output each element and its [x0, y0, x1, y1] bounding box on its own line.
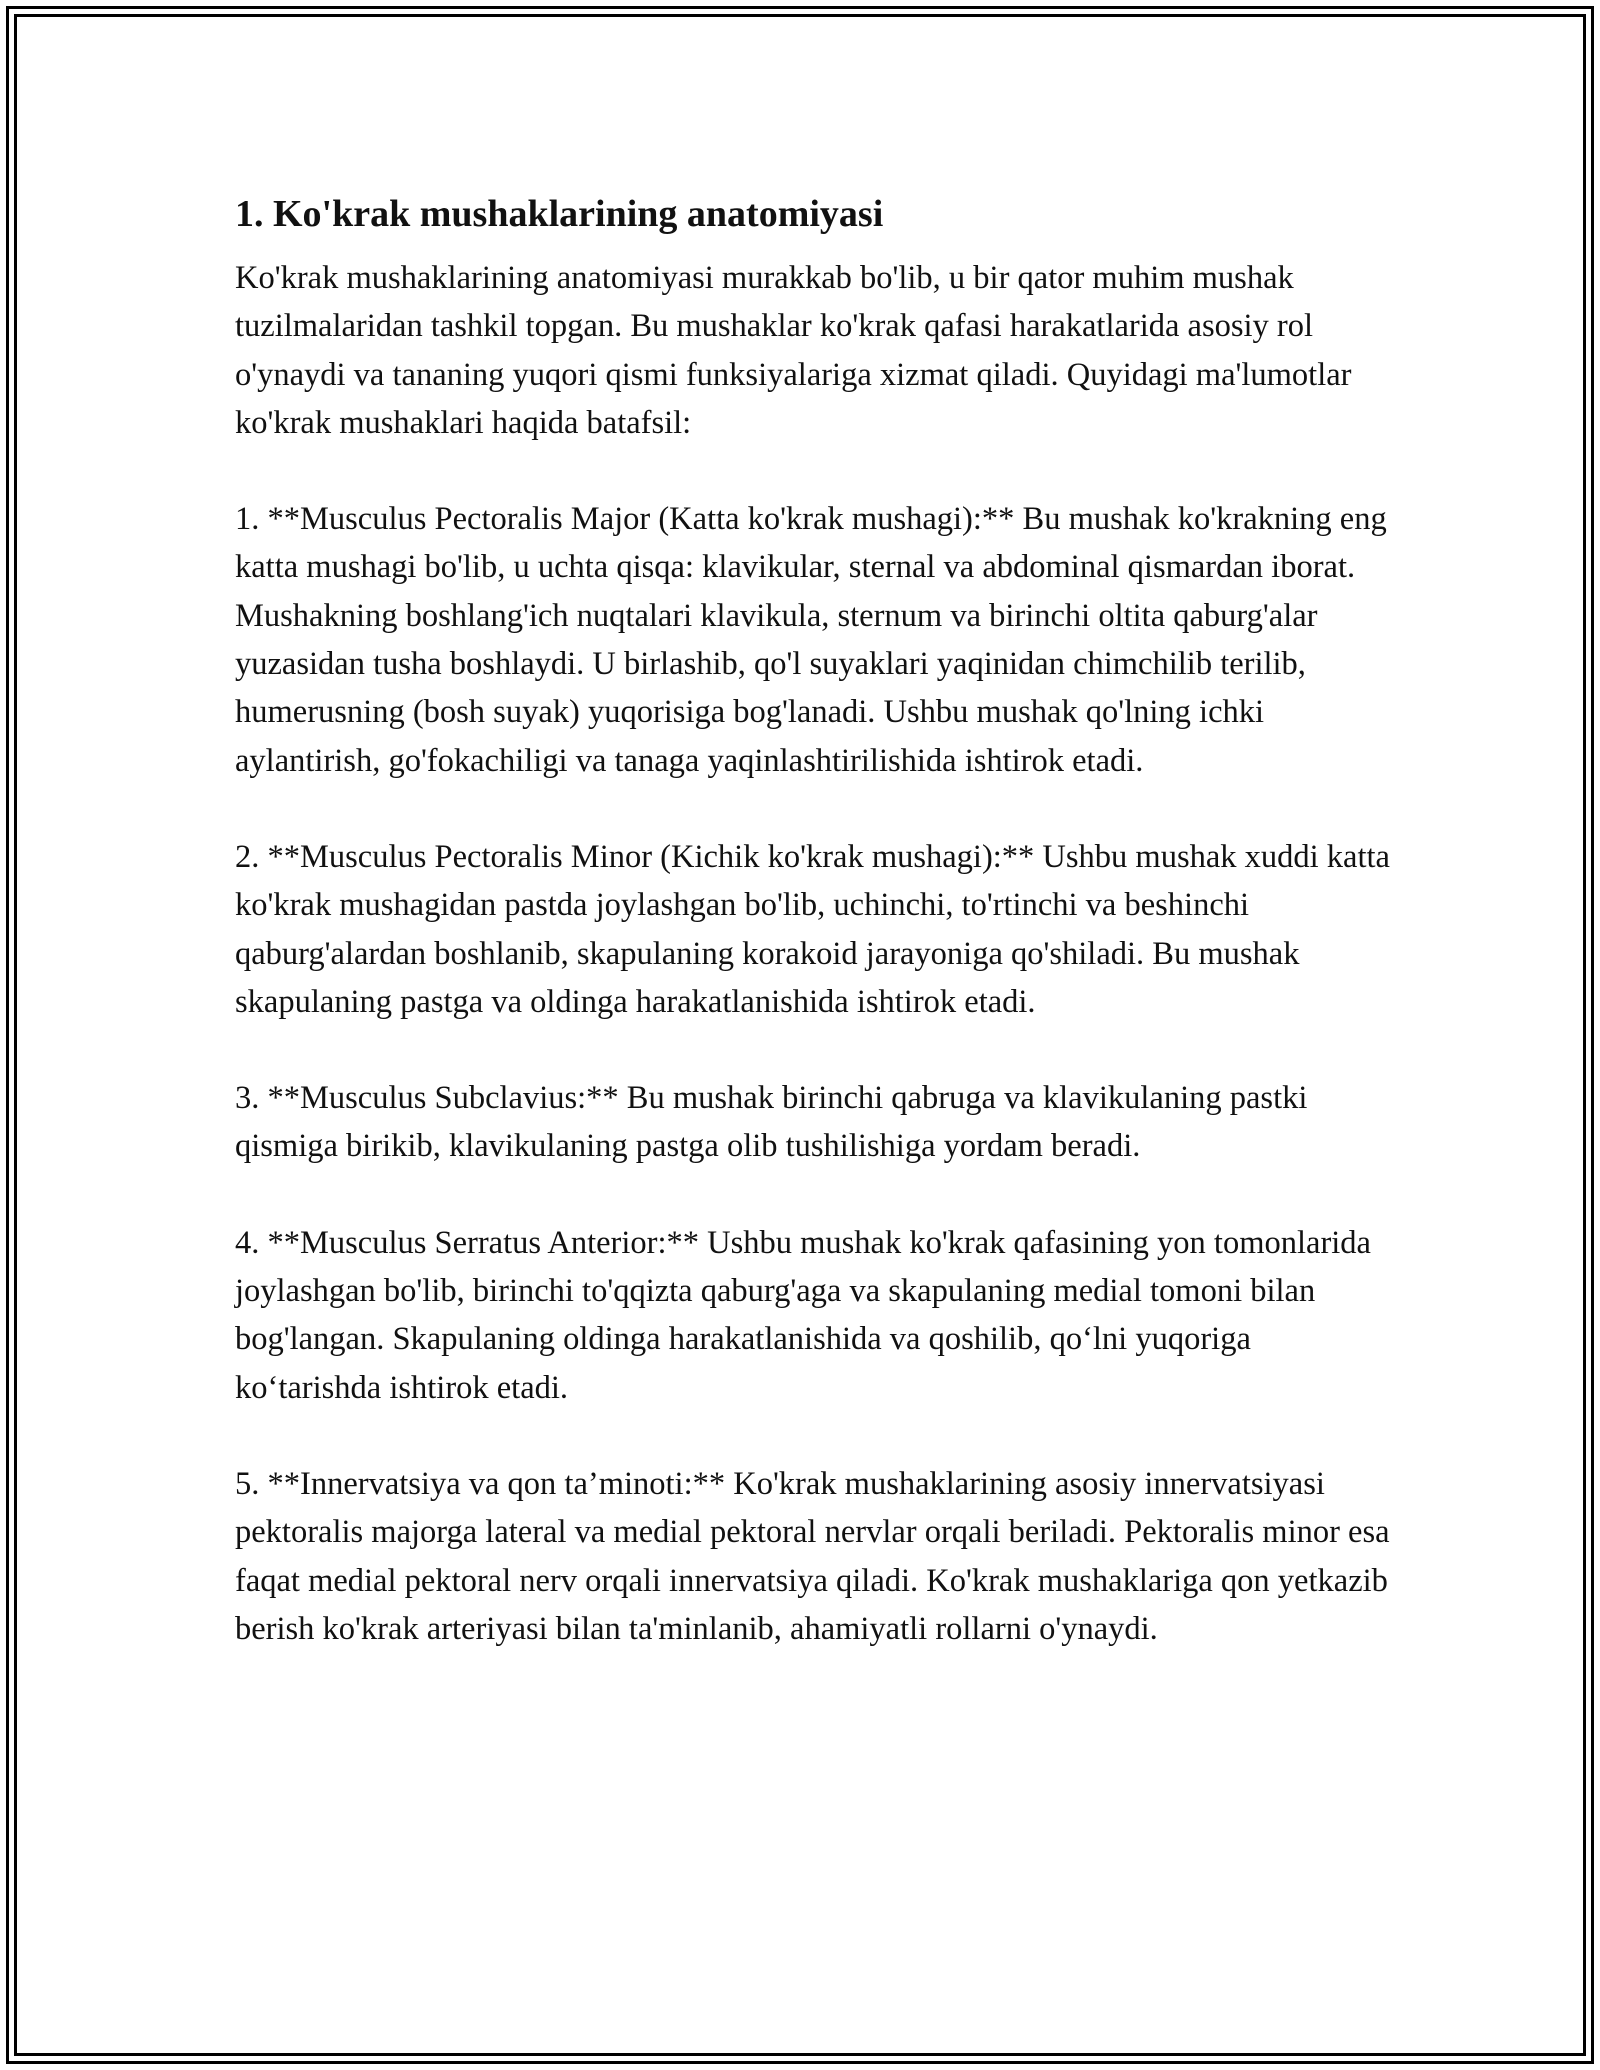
document-body: [235, 186, 1395, 1653]
section-heading: 1. Ko'krak mushaklarining anatomiyasi: [235, 193, 884, 235]
intro-paragraph: Ko'krak mushaklarining anatomiyasi murakkab bo'lib, u bir qator muhim mushak tuzilmalaridan tashkil topgan. Bu mushaklar ko'krak qafasi harakatlarida asosiy rol o'ynaydi va tananing yuqori qismi funksiyalariga xizmat qiladi. Quyidagi ma'lumotlar ko'krak mushaklari haqida batafsil:: [235, 260, 1352, 441]
list-item-pectoralis-minor: 2. **Musculus Pectoralis Minor (Kichik ko'krak mushagi):** Ushbu mushak xuddi katta ko'krak mushagidan pastda joylashgan bo'lib, uchinchi, to'rtinchi va beshinchi qaburg'alardan boshlanib, skapulaning korakoid jarayoniga qo'shiladi. Bu mushak skapulaning pastga va oldinga harakatlanishida ishtirok etadi.: [235, 838, 1390, 1020]
list-item-serratus-anterior: 4. **Musculus Serratus Anterior:** Ushbu mushak ko'krak qafasining yon tomonlarida joylashgan bo'lib, birinchi to'qqizta qaburg'aga va skapulaning medial tomoni bilan bog'langan. Skapulaning oldinga harakatlanishida va qoshilib, qo‘lni yuqoriga ko‘tarishda ishtirok etadi.: [235, 1224, 1371, 1406]
list-item-innervation: 5. **Innervatsiya va qon ta’minoti:** Ko'krak mushaklarining asosiy innervatsiyasi pektoralis majorga lateral va medial pektoral nervlar orqali beriladi. Pektoralis minor esa faqat medial pektoral nerv orqali innervatsiya qiladi. Ko'krak mushaklariga qon yetkazib berish ko'krak arteriyasi bilan ta'minlanib, ahamiyatli rollarni o'ynaydi.: [235, 1465, 1390, 1647]
list-item-pectoralis-major: 1. **Musculus Pectoralis Major (Katta ko'krak mushagi):** Bu mushak ko'krakning eng katta mushagi bo'lib, u uchta qisqa: klavikular, sternal va abdominal qismardan iborat. Mushakning boshlang'ich nuqtalari klavikula, sternum va birinchi oltita qaburg'alar yuzasidan tusha boshlaydi. U birlashib, qo'l suyaklari yaqinidan chimchilib terilib, humerusning (bosh suyak) yuqorisiga bog'lanadi. Ushbu mushak qo'lning ichki aylantirish, go'fokachiligi va tanaga yaqinlashtirilishida ishtirok etadi.: [235, 501, 1387, 779]
list-item-subclavius: 3. **Musculus Subclavius:** Bu mushak birinchi qabruga va klavikulaning pastki qismiga birikib, klavikulaning pastga olib tushilishiga yordam beradi.: [235, 1080, 1308, 1165]
